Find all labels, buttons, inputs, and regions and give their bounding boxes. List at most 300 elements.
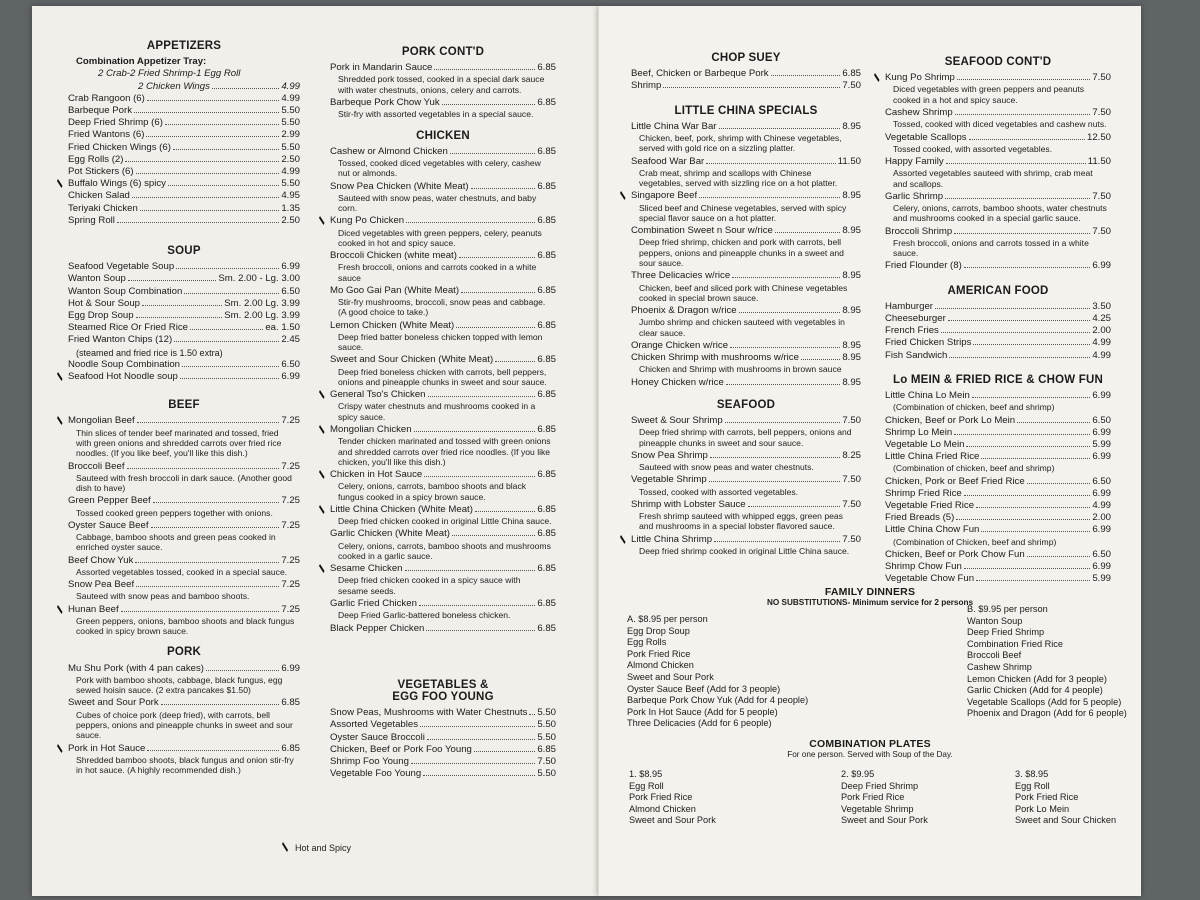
item-name: Pork in Hot Sauce [68, 742, 146, 754]
list-item: Phoenix and Dragon (Add for 6 people) [967, 708, 1127, 719]
list-item: Sweet and Sour Chicken [1015, 815, 1117, 826]
dot-leader [699, 197, 840, 198]
item-name: Snow Peas, Mushrooms with Water Chestnuts [330, 707, 528, 719]
list-item: Egg Drop Soup [627, 625, 690, 636]
item-name: Shrimp with Lobster Sauce [631, 498, 746, 510]
menu-item [330, 354, 556, 366]
hot-pepper-icon [57, 744, 63, 753]
menu-item [885, 260, 1111, 272]
item-name: Oyster Sauce Broccoli [330, 731, 425, 743]
item-name: Little China Chicken (White Meat) [330, 503, 473, 515]
dot-leader [173, 149, 279, 150]
section-title-seafood: SEAFOOD [716, 398, 776, 411]
item-price: 4.99 [281, 80, 300, 92]
item-name: Mongolian Chicken [330, 424, 412, 436]
dot-leader [420, 726, 535, 727]
item-price: 8.95 [842, 305, 861, 317]
family-a-title: A. $8.95 per person [627, 614, 708, 624]
item-description: Deep fried chicken cooked in a spicy sauce with sesame seeds. [338, 575, 521, 596]
item-price: 6.99 [1092, 487, 1111, 499]
menu-item [330, 744, 556, 756]
menu-item [68, 273, 300, 285]
list-item: Pork Fried Rice [841, 792, 905, 803]
item-name: Shrimp Chow Fun [885, 561, 962, 573]
family-subtitle: NO SUBSTITUTIONS- Minimum service for 2 persons [766, 598, 974, 607]
item-price: 2.00 [1092, 512, 1111, 524]
item-price: 8.95 [842, 376, 861, 388]
hot-pepper-icon [57, 416, 63, 425]
hot-pepper-icon [620, 191, 626, 200]
item-name: Chicken in Hot Sauce [330, 469, 423, 481]
item-price: 8.95 [842, 120, 861, 132]
menu-column-2 [330, 46, 556, 780]
item-name: Egg Drop Soup [68, 310, 134, 322]
dot-leader [945, 198, 1090, 199]
dot-leader [981, 531, 1090, 532]
dot-leader [748, 506, 841, 507]
item-price: 6.85 [537, 319, 556, 331]
dot-leader [414, 431, 536, 432]
section-title-seafood-cont: SEAFOOD CONT'D [944, 56, 1052, 68]
dot-leader [957, 79, 1090, 80]
menu-item [68, 555, 300, 567]
item-price: 6.50 [1092, 475, 1111, 487]
menu-item [68, 310, 300, 322]
item-name: Cheeseburger [885, 313, 946, 324]
menu-item [631, 377, 861, 389]
item-price: 6.85 [537, 180, 556, 192]
menu-item [68, 166, 300, 178]
dot-leader [132, 197, 279, 198]
list-item: Combination Fried Rice [967, 638, 1063, 649]
item-name: Fried Chicken Strips [885, 337, 972, 349]
item-name: Beef, Chicken or Barbeque Pork [631, 68, 769, 80]
item-name: Garlic Fried Chicken [330, 598, 417, 610]
section-title-egg-foo-young: EGG FOO YOUNG [392, 690, 494, 703]
menu-item [68, 697, 300, 709]
menu-item [885, 313, 1111, 325]
dot-leader [730, 347, 840, 348]
menu-item [330, 732, 556, 744]
combo-plate-title: 3. $8.95 [1015, 769, 1049, 779]
item-description: Shredded bamboo shoots, black fungus and onion stir-fry in hot sauce. (A highly recommended dish.) [76, 754, 294, 776]
dot-leader [739, 312, 841, 313]
menu-item [885, 72, 1111, 84]
item-price: 7.50 [842, 533, 861, 545]
item-name: Little China Lo Mein [885, 390, 970, 402]
menu-item [885, 337, 1111, 349]
item-name: Phoenix & Dragon w/rice [631, 305, 737, 317]
dot-leader [206, 670, 279, 671]
item-price: 7.50 [842, 415, 861, 426]
item-price: 6.50 [1092, 548, 1111, 560]
item-price: 6.85 [537, 215, 556, 227]
item-price: 4.99 [281, 92, 300, 104]
item-name: Noodle Soup Combination [68, 358, 181, 370]
item-description: Assorted vegetables tossed, cooked in a special sauce. [76, 566, 288, 577]
item-description: Celery, onions, carrots, bamboo shoots and black fungus cooked in a spicy brown sauce. [338, 481, 527, 502]
item-description: Fresh broccoli, onions and carrots tossed in a white sauce. [893, 237, 1089, 259]
dot-leader [976, 507, 1090, 508]
menu-item [68, 117, 300, 129]
item-name: General Tso's Chicken [330, 389, 426, 401]
item-name: Three Delicacies w/rice [631, 270, 731, 282]
item-name: Fried Flounder (8) [885, 260, 962, 272]
item-price: 4.99 [1092, 500, 1111, 512]
item-name: Fish Sandwich [885, 349, 948, 361]
item-price: 6.50 [281, 285, 300, 297]
menu-item [330, 97, 556, 109]
menu-item [885, 451, 1111, 463]
menu-item [885, 301, 1111, 313]
item-price: 6.85 [537, 743, 556, 755]
item-price: 5.50 [281, 105, 300, 117]
item-name: Egg Rolls (2) [68, 153, 124, 165]
dot-leader [972, 397, 1091, 398]
item-price: 4.25 [1092, 313, 1111, 324]
item-description: Sliced beef and Chinese vegetables, served with spicy special flavor sauce on a hot platter. [639, 202, 847, 223]
seafood-list [631, 415, 861, 556]
item-name: Chicken, Beef or Pork Foo Young [330, 743, 472, 755]
item-name: Chicken, Pork or Beef Fried Rice [885, 475, 1025, 487]
menu-item [68, 81, 300, 93]
menu-item [68, 190, 300, 202]
item-name: Cashew Shrimp [885, 107, 953, 118]
list-item: Lemon Chicken (Add for 3 people) [967, 673, 1107, 684]
menu-item [631, 305, 861, 317]
dot-leader [411, 763, 535, 764]
item-name: Steamed Rice Or Fried Rice [68, 322, 188, 334]
dot-leader [801, 359, 840, 360]
item-price: 5.50 [281, 141, 300, 153]
item-price: 6.85 [537, 563, 556, 575]
item-name: Wanton Soup [68, 273, 126, 285]
dot-leader [474, 751, 535, 752]
item-name: Garlic Chicken (White Meat) [330, 528, 450, 540]
menu-item [631, 190, 861, 202]
item-price: 7.25 [281, 579, 300, 591]
item-name: Shrimp Lo Mein [885, 426, 953, 438]
item-name: Seafood Hot Noodle soup [68, 371, 178, 383]
dot-leader [709, 481, 841, 482]
list-item: Oyster Sauce Beef (Add for 3 people) [627, 683, 781, 694]
dot-leader [964, 495, 1091, 496]
hot-pepper-icon [282, 842, 289, 854]
item-name: Sweet & Sour Shrimp [631, 415, 723, 426]
lo-mein-list [885, 390, 1111, 586]
dot-leader [954, 233, 1090, 234]
list-item: Pork Fried Rice [629, 792, 693, 803]
pork-list [68, 663, 300, 776]
item-name: Barbeque Pork [68, 105, 132, 117]
item-price: 4.99 [1092, 349, 1111, 361]
item-description: Tossed, cooked diced vegetables with celery, cashew nut or almonds. [338, 157, 541, 179]
list-item: Egg Rolls [627, 637, 667, 648]
item-description: Deep fried shrimp, chicken and pork with carrots, bell peppers, onions and pineapple chunks in a sweet and sour sauce. [639, 237, 844, 268]
dot-leader [140, 210, 279, 211]
item-name: Broccoli Chicken (white meat) [330, 250, 457, 262]
item-price: 5.99 [1092, 438, 1111, 450]
menu-item [885, 561, 1111, 573]
section-title-combo: COMBINATION PLATES [809, 738, 931, 750]
list-item: Pork Fried Rice [627, 648, 691, 659]
menu-item [631, 415, 861, 427]
menu-item [330, 320, 556, 332]
item-name: Wanton Soup Combination [68, 285, 183, 297]
section-title-pork-cont: PORK CONT'D [401, 46, 485, 58]
dot-leader [405, 570, 536, 571]
dot-leader [471, 188, 536, 189]
menu-item [631, 340, 861, 352]
combo-plate [629, 769, 716, 827]
dot-leader [663, 87, 840, 88]
seafood-cont-list [885, 72, 1111, 272]
item-description: Celery, onions, carrots, bamboo shoots, water chestnuts and mushrooms cooked in a special garlic sauce. [893, 203, 1107, 224]
dot-leader [452, 535, 535, 536]
hot-pepper-icon [57, 605, 63, 614]
american-list [885, 301, 1111, 362]
dot-leader [424, 476, 535, 477]
item-name: Barbeque Pork Chow Yuk [330, 97, 440, 108]
menu-item [330, 598, 556, 610]
menu-item [330, 469, 556, 481]
dot-leader [142, 305, 222, 306]
item-name: Snow Pea Shrimp [631, 449, 708, 461]
item-price: 5.99 [1092, 573, 1111, 585]
menu-column-3 [631, 52, 861, 558]
dot-leader [956, 519, 1090, 520]
item-price: 6.85 [537, 97, 556, 108]
hot-pepper-icon [620, 535, 626, 544]
menu-item [631, 534, 861, 546]
item-price: 6.85 [537, 62, 556, 74]
menu-item [330, 389, 556, 401]
menu-item [631, 352, 861, 364]
item-description: Deep fried boneless chicken with carrots, bell peppers, onions and pineapple chunks in sweet and sour sauce. [338, 366, 547, 387]
item-price: 6.85 [537, 528, 556, 540]
dot-leader [732, 277, 840, 278]
item-price: 7.25 [281, 495, 300, 507]
menu-item [330, 62, 556, 74]
combo-tray-title: Combination Appetizer Tray: [76, 56, 207, 68]
dot-leader [428, 396, 536, 397]
hot-pepper-icon [319, 564, 325, 573]
menu-item [885, 549, 1111, 561]
item-description: Chicken, beef and sliced pork with Chinese vegetables cooked in special brown sauce. [639, 282, 848, 303]
dot-leader [426, 630, 535, 631]
item-description: Thin slices of tender beef marinated and tossed, fried with green onions and shredded carrots over fried rice noodles. (If you like beef, you'll like this dish.) [76, 427, 282, 459]
item-description: Deep fried chicken cooked in original Little China sauce. [338, 516, 552, 527]
item-price: 7.25 [281, 554, 300, 566]
menu-item [68, 371, 300, 383]
item-name: Vegetable Shrimp [631, 474, 707, 486]
menu-item [885, 439, 1111, 451]
dot-leader [976, 580, 1090, 581]
menu-item [68, 215, 300, 227]
item-description: Chicken, beef, pork, shrimp with Chinese vegetables, served with gold rice on a sizzling platter. [639, 133, 842, 154]
item-name: French Fries [885, 325, 939, 337]
menu-item [68, 743, 300, 755]
combo-subtitle: For one person. Served with Soup of the Day. [787, 750, 953, 759]
dot-leader [495, 361, 535, 362]
item-price: 6.99 [1092, 426, 1111, 438]
item-price: 1.35 [281, 202, 300, 214]
menu-item [885, 427, 1111, 439]
legend-label: Hot and Spicy [295, 843, 352, 853]
item-price: 7.25 [281, 415, 300, 427]
section-title-vegetables: VEGETABLES & [397, 678, 489, 691]
item-name: Teriyaki Chicken [68, 202, 138, 214]
item-name: Shrimp Foo Young [330, 755, 409, 767]
item-price: 6.85 [537, 145, 556, 157]
item-name: Singapore Beef [631, 190, 698, 202]
item-price: 6.85 [281, 742, 300, 754]
list-item: Pork In Hot Sauce (Add for 5 people) [627, 706, 778, 717]
item-name: 2 Chicken Wings [138, 80, 210, 92]
item-price: 6.85 [537, 598, 556, 610]
menu-item [885, 500, 1111, 512]
list-item: Vegetable Scallops (Add for 5 people) [967, 696, 1122, 707]
item-price: 6.85 [537, 622, 556, 634]
item-description: (Combination of Chicken, beef and shrimp) [893, 536, 1057, 547]
dot-leader [955, 114, 1091, 115]
item-price: 7.50 [1092, 190, 1111, 202]
hot-pepper-icon [319, 216, 325, 225]
section-title-beef: BEEF [168, 399, 200, 412]
item-price: 2.50 [281, 214, 300, 226]
item-price: 12.50 [1086, 131, 1111, 143]
menu-column-4 [885, 56, 1111, 586]
combo-plate-title: 1. $8.95 [629, 769, 663, 779]
hot-pepper-icon [874, 73, 880, 82]
item-price: 5.50 [537, 719, 556, 731]
item-price: 8.25 [842, 449, 861, 461]
item-name: Little China Shrimp [631, 533, 713, 545]
dot-leader [190, 329, 263, 330]
combination-plates [599, 738, 1141, 760]
menu-column-1 [68, 40, 300, 777]
item-description: Tossed, cooked with diced vegetables and cashew nuts. [893, 119, 1107, 130]
list-item: Cashew Shrimp [967, 661, 1032, 672]
dot-leader [136, 586, 279, 587]
hot-spicy-legend [282, 842, 351, 854]
item-name: Shrimp Fried Rice [885, 487, 962, 499]
item-price: 4.99 [281, 166, 300, 178]
dot-leader [1027, 483, 1091, 484]
menu-item [631, 121, 861, 133]
family-b-list [967, 616, 1137, 720]
list-item: Sweet and Sour Pork [841, 815, 928, 826]
dot-leader [117, 222, 279, 223]
dot-leader [153, 502, 280, 503]
hot-pepper-icon [57, 179, 63, 188]
family-a-list [627, 626, 867, 730]
menu-item [330, 707, 556, 719]
dot-leader [714, 541, 840, 542]
dot-leader [954, 434, 1090, 435]
combo-plate [841, 769, 928, 827]
dot-leader [136, 317, 223, 318]
menu-item [330, 563, 556, 575]
list-item: Deep Fried Shrimp [967, 627, 1045, 638]
dot-leader [941, 332, 1090, 333]
item-price: 6.50 [1092, 414, 1111, 426]
menu-item [885, 107, 1111, 119]
dot-leader [726, 384, 841, 385]
chop-suey-list [631, 68, 861, 92]
menu-item [885, 191, 1111, 203]
dot-leader [964, 267, 1091, 268]
item-price: 5.50 [281, 117, 300, 129]
item-price: 7.25 [281, 460, 300, 472]
item-name: Vegetable Lo Mein [885, 438, 965, 450]
item-name: Chicken Salad [68, 190, 130, 202]
item-name: Fried Breads (5) [885, 512, 955, 524]
vegetable-list [330, 707, 556, 780]
dot-leader [966, 446, 1090, 447]
item-description: Fresh broccoli, onions and carrots cooked in a white sauce [338, 262, 537, 283]
item-price: ea. 1.50 [265, 322, 300, 334]
item-name: Vegetable Chow Fun [885, 573, 975, 585]
item-price: 5.50 [281, 178, 300, 190]
list-item: Wanton Soup [967, 615, 1023, 626]
item-name: Hunan Beef [68, 603, 119, 615]
menu-item [885, 476, 1111, 488]
item-name: Broccoli Beef [68, 460, 125, 472]
list-item: Three Delicacies (Add for 6 people) [627, 718, 772, 729]
item-description: Shredded pork tossed, cooked in a special dark sauce with water chestnuts, onions, celery and carrots. [338, 74, 545, 95]
item-price: 6.85 [281, 697, 300, 709]
item-name: Vegetable Foo Young [330, 768, 422, 780]
list-item: Egg Roll [1015, 780, 1050, 791]
item-price: 8.95 [842, 270, 861, 282]
item-name: Mongolian Beef [68, 415, 135, 427]
item-name: Assorted Vegetables [330, 719, 419, 731]
list-item: Barbeque Pork Chow Yuk (Add for 4 people) [627, 695, 809, 706]
item-name: Deep Fried Shrimp (6) [68, 117, 163, 129]
item-name: Beef Chow Yuk [68, 554, 134, 566]
menu-item [68, 520, 300, 532]
combo-plate-title: 2. $9.95 [841, 769, 875, 779]
section-title-family: FAMILY DINNERS [824, 586, 916, 598]
item-description: Crispy water chestnuts and mushrooms cooked in a spicy sauce. [338, 401, 536, 422]
item-name: Little China War Bar [631, 120, 717, 132]
item-price: 5.50 [537, 707, 556, 719]
item-name: Cashew or Almond Chicken [330, 145, 448, 157]
dot-leader [964, 568, 1091, 569]
item-description: Diced vegetables with green peppers and peanuts cooked in a hot and spicy sauce. [893, 84, 1085, 105]
item-description: Fresh shrimp sauteed with whipped eggs, green peas and mushrooms in a special lobster flavored sauce. [639, 511, 843, 532]
dot-leader [456, 327, 535, 328]
combo-plate [1015, 769, 1116, 827]
menu-item [330, 756, 556, 768]
list-item: Vegetable Shrimp [841, 803, 914, 814]
item-price: 4.99 [1092, 337, 1111, 349]
menu-item [68, 415, 300, 427]
dot-leader [949, 357, 1090, 358]
item-price: 8.95 [842, 190, 861, 202]
section-title-specials: LITTLE CHINA SPECIALS [674, 104, 818, 117]
dot-leader [935, 308, 1090, 309]
item-price: 7.25 [281, 519, 300, 531]
dot-leader [125, 161, 279, 162]
dot-leader [121, 611, 280, 612]
menu-item [330, 719, 556, 731]
soup-list-2 [68, 359, 300, 383]
menu-item [330, 528, 556, 540]
menu-item [68, 142, 300, 154]
item-description: (Combination of chicken, beef and shrimp) [893, 402, 1055, 413]
